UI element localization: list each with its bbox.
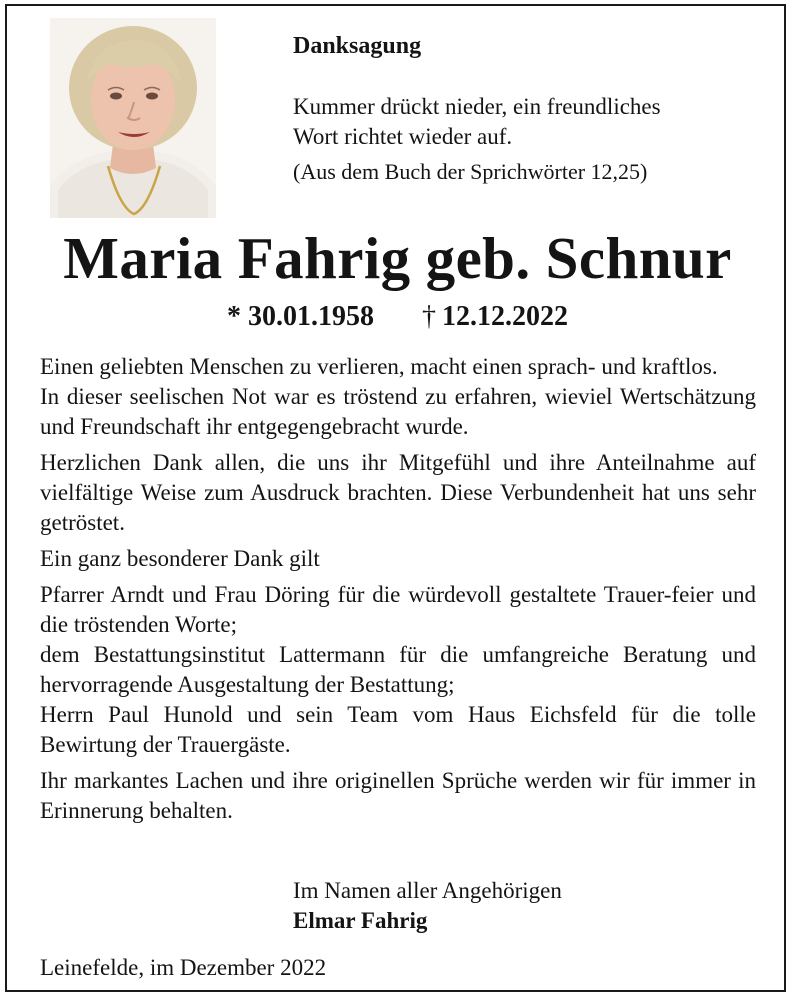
body-paragraph: Ihr markantes Lachen und ihre originellen Sprüche werden wir für immer in Erinnerung behalten.	[40, 768, 756, 823]
signature-name: Elmar Fahrig	[293, 908, 428, 933]
portrait-image	[50, 18, 216, 218]
quote-source: (Aus dem Buch der Sprichwörter 12,25)	[293, 159, 648, 184]
body-paragraph: In dieser seelischen Not war es tröstend zu erfahren, wieviel Wertschätzung und Freundschaft ihr entgegengebracht wurde.	[40, 384, 756, 439]
life-dates	[0, 299, 795, 335]
portrait-photo	[50, 18, 216, 218]
quote-line: Kummer drückt nieder, ein freundliches	[293, 94, 661, 119]
bible-quote	[293, 92, 661, 152]
deceased-name: Maria Fahrig geb. Schnur	[63, 225, 732, 291]
body-paragraph: Einen geliebten Menschen zu verlieren, macht einen sprach- und kraftlos.	[40, 354, 718, 379]
death-date: 12.12.2022	[442, 301, 568, 332]
notice-heading: Danksagung	[293, 33, 422, 59]
body-paragraph: Pfarrer Arndt und Frau Döring für die würdevoll gestaltete Trauer-feier und die tröstenden Worte;	[40, 582, 756, 637]
place-date: Leinefelde, im Dezember 2022	[40, 955, 327, 980]
quote-line: Wort richtet wieder auf.	[293, 124, 513, 149]
notice-body	[40, 352, 756, 832]
birth-date: * 30.01.1958	[227, 301, 374, 332]
cross-icon: †	[422, 301, 436, 332]
body-paragraph: Herrn Paul Hunold und sein Team vom Haus Eichsfeld für die tolle Bewirtung der Trauergäste.	[40, 702, 756, 757]
body-paragraph: dem Bestattungsinstitut Lattermann für die umfangreiche Beratung und hervorragende Ausgestaltung der Bestattung;	[40, 642, 756, 697]
signature-intro: Im Namen aller Angehörigen	[293, 878, 562, 903]
body-paragraph: Ein ganz besonderer Dank gilt	[40, 546, 320, 571]
body-paragraph: Herzlichen Dank allen, die uns ihr Mitgefühl und ihre Anteilnahme auf vielfältige Weise zum Ausdruck brachten. Diese Verbundenheit hat uns sehr getröstet.	[40, 450, 756, 535]
